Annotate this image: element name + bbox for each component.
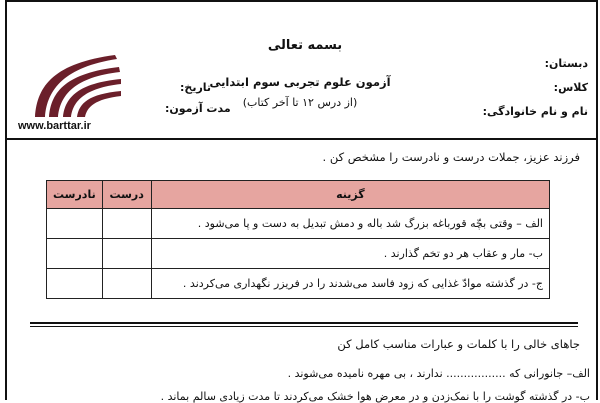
false-cell[interactable] xyxy=(47,209,103,239)
true-false-table xyxy=(46,180,550,299)
barttar-logo xyxy=(25,45,125,120)
true-cell[interactable] xyxy=(102,269,151,299)
exam-title: آزمون علوم تجربی سوم ابتدایی xyxy=(209,75,391,89)
true-cell[interactable] xyxy=(102,209,151,239)
bismillah-heading: بسمه تعالی xyxy=(267,38,343,53)
name-label: نام و نام خانوادگی: xyxy=(482,105,588,118)
false-cell[interactable] xyxy=(47,239,103,269)
section-divider xyxy=(30,322,578,324)
duration-label: مدت آزمون: xyxy=(165,102,231,115)
header-divider xyxy=(5,138,598,140)
fill-blank-b: ب- در گذشته گوشت را با نمک‌زدن و در معرض هوا خشک می‌کردند تا مدت زیادی سالم بماند . xyxy=(160,390,590,403)
false-cell[interactable] xyxy=(47,269,103,299)
true-cell[interactable] xyxy=(102,239,151,269)
exam-subtitle: (از درس ۱۲ تا آخر کتاب) xyxy=(242,96,358,109)
table-header-row xyxy=(47,181,550,209)
header-true: درست xyxy=(102,181,151,209)
option-text: ب- مار و عقاب هر دو تخم گذارند . xyxy=(151,239,549,269)
option-text: الف – وقتی بچّه قورباغه بزرگ شد باله و دمش تبدیل به دست و پا می‌شود . xyxy=(151,209,549,239)
website-url: www.barttar.ir xyxy=(18,120,91,132)
section1-instruction: فرزند عزیز، جملات درست و نادرست را مشخص کن . xyxy=(322,150,580,164)
right-border xyxy=(596,0,598,400)
table-row xyxy=(47,239,550,269)
table-row xyxy=(47,269,550,299)
fill-blank-a: الف– جانورانی که ................. ندارند ، بی مهره نامیده می‌شوند . xyxy=(287,367,590,380)
left-border xyxy=(5,0,7,400)
class-label: کلاس: xyxy=(553,81,588,94)
option-text: ج- در گذشته موادّ غذایی که زود فاسد می‌شدند را در فریزر نگهداری می‌کردند . xyxy=(151,269,549,299)
header-option: گزینه xyxy=(151,181,549,209)
table-row xyxy=(47,209,550,239)
top-border xyxy=(5,0,598,2)
school-label: دبستان: xyxy=(544,57,588,70)
section-divider-thin xyxy=(30,326,578,327)
section2-instruction: جاهای خالی را با کلمات و عبارات مناسب کامل کن xyxy=(337,337,580,351)
header-false: نادرست xyxy=(47,181,103,209)
date-label: تاریخ: xyxy=(180,81,212,94)
